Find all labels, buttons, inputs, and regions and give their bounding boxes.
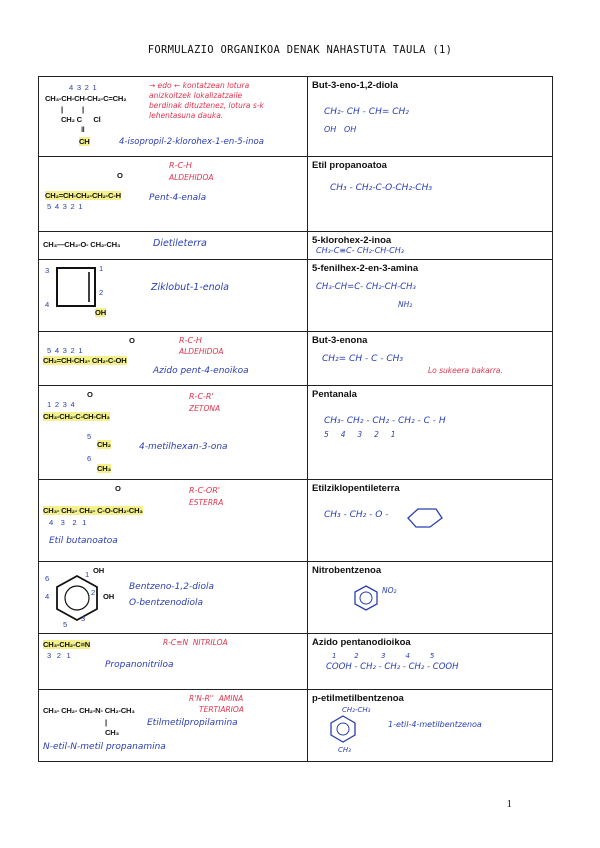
- row7-left: O CH₃- CH₂- CH₂- C-O-CH₂-CH₃ 4 3 2 1 R-C-OR' ESTERRA Etil butanoatoa: [39, 480, 308, 562]
- answer-text: Propanonitriloa: [105, 660, 174, 670]
- page-title: FORMULAZIO ORGANIKOA DENAK NAHASTUTA TAULA (1): [147, 44, 453, 56]
- compound-name: p-etilmetilbentzenoa: [312, 693, 404, 704]
- compound-name: 5-klorohex-2-inoa: [312, 235, 392, 246]
- row10-right: p-etilmetilbentzenoa CH₂-CH₃ CH₃ 1-etil-4-metilbentzenoa: [308, 690, 553, 762]
- row8-right: Nitrobentzenoa NO₂: [308, 562, 553, 634]
- answer-text: Ziklobut-1-enola: [151, 282, 229, 293]
- row5-right: But-3-enona CH₂= CH - C - CH₃ Lo sukeera bakarra.: [308, 332, 553, 386]
- table-row: [39, 634, 553, 690]
- benzene-ring: [53, 574, 101, 622]
- compound-name: 5-fenilhex-2-en-3-amina: [312, 263, 419, 274]
- row1-right: But-3-eno-1,2-diola CH₂- CH - CH= CH₂ OH OH: [308, 77, 553, 157]
- row5-left: O 5 4 3 2 1 CH₂=CH-CH₂- CH₂-C-OH R-C-H ALDEHIDOA Azido pent-4-enoikoa: [39, 332, 308, 386]
- table-row: [39, 480, 553, 562]
- table-row: [39, 332, 553, 386]
- row9-right: Azido pentanodioikoa 1 2 3 4 5 COOH - CH₂ - CH₂ - CH₂ - COOH: [308, 634, 553, 690]
- compound-name: But-3-enona: [312, 335, 368, 346]
- table-row: [39, 77, 553, 157]
- compound-name: Etilziklopentileterra: [312, 483, 400, 494]
- compound-name: Nitrobentzenoa: [312, 565, 382, 576]
- table-row: [39, 157, 553, 232]
- table-row: [39, 260, 553, 332]
- row3-right: 5-klorohex-2-inoa CH₃-C≡C- CH₂-CH-CH₃: [308, 232, 553, 260]
- row6-right: Pentanala CH₃- CH₂ - CH₂ - CH₂ - C - H 5 4 3 2 1: [308, 386, 553, 480]
- compound-name: Etil propanoatoa: [312, 160, 387, 171]
- compound-name: Pentanala: [312, 389, 357, 400]
- row9-left: CH₃-CH₂-C≡N 3 2 1 R-C≡N NITRILOA Propanonitriloa: [39, 634, 308, 690]
- compound-name: But-3-eno-1,2-diola: [312, 80, 399, 91]
- red-note: → edo ← kontatzean lotura anizkoitzek lokalizatzaile berdinak dituztenez, lotura s-k lehentasuna dauka.: [149, 81, 264, 120]
- answer-text: Etil butanoatoa: [49, 536, 118, 546]
- answer-text: 4-isopropil-2-kloroheх-1-en-5-inoa: [119, 137, 264, 147]
- answer-text: Pent-4-enala: [149, 193, 207, 203]
- row6-left: O 1 2 3 4 CH₃-CH₂-C-CH-CH₃ 5 CH₂ 6 CH₃ R-C-R' ZETONA 4-metilhexan-3-ona: [39, 386, 308, 480]
- benzene-ring-icon: [328, 714, 358, 744]
- table-row: [39, 386, 553, 480]
- answer-text: Azido pent-4-enoikoa: [153, 366, 249, 376]
- answer-text: N-etil-N-metil propanamina: [43, 742, 166, 752]
- compound-name: Azido pentanodioikoa: [312, 637, 411, 648]
- answer-text: O-bentzenodiola: [129, 598, 204, 608]
- formula-table: [38, 76, 553, 762]
- benzene-ring-icon: [352, 584, 380, 612]
- row2-left: O CH₂=CH-CH₂-CH₂-C-H 5 4 3 2 1 R-C-H ALDEHIDOA Pent-4-enala: [39, 157, 308, 232]
- row2-right: Etil propanoatoa CH₃ - CH₂-C-O-CH₂-CH₃: [308, 157, 553, 232]
- answer-text: 4-metilhexan-3-ona: [139, 442, 228, 452]
- answer-text: Etilmetilpropilamina: [147, 718, 238, 728]
- table-row: [39, 562, 553, 634]
- cyclopentane-ring: [404, 506, 444, 530]
- row3-left: CH₃—CH₂-O- CH₂-CH₃ Dietileterra: [39, 232, 308, 260]
- row10-left: CH₃- CH₂- CH₂-N- CH₂-CH₃ | CH₃ R'N-R'' AMINA TERTIARIOA Etilmetilpropilamina N-etil-N-metil propanamina: [39, 690, 308, 762]
- row7-right: Etilziklopentileterra CH₃ - CH₂ - O -: [308, 480, 553, 562]
- page-number: 1: [506, 798, 512, 810]
- row8-left: OH OH 1 2 3 4 5 6 Bentzeno-1,2-diola O-bentzenodiola: [39, 562, 308, 634]
- row1-left: 4 3 2 1 CH₃-CH-CH-CH₂-C=CH₂ | | CH₂ C Cl ‖ CH → edo ← kontatzean lotura anizkoitzek lokalizatzaile berdinak dituztenez, lotura s-k lehentasuna dauka. 4-isopropil-2-kloroheх-1-en-5-inoa: [39, 77, 308, 157]
- cyclobutene-ring: [55, 266, 99, 310]
- row4-right: 5-fenilhex-2-en-3-amina CH₃-CH=C- CH₂-CH-CH₃ NH₂: [308, 260, 553, 332]
- table-row: [39, 690, 553, 762]
- table-row: [39, 232, 553, 260]
- answer-text: 1-etil-4-metilbentzenoa: [388, 720, 482, 729]
- row4-left: 1 2 3 4 OH Ziklobut-1-enola: [39, 260, 308, 332]
- answer-text: Bentzeno-1,2-diola: [129, 582, 214, 592]
- answer-text: Dietileterra: [153, 238, 207, 249]
